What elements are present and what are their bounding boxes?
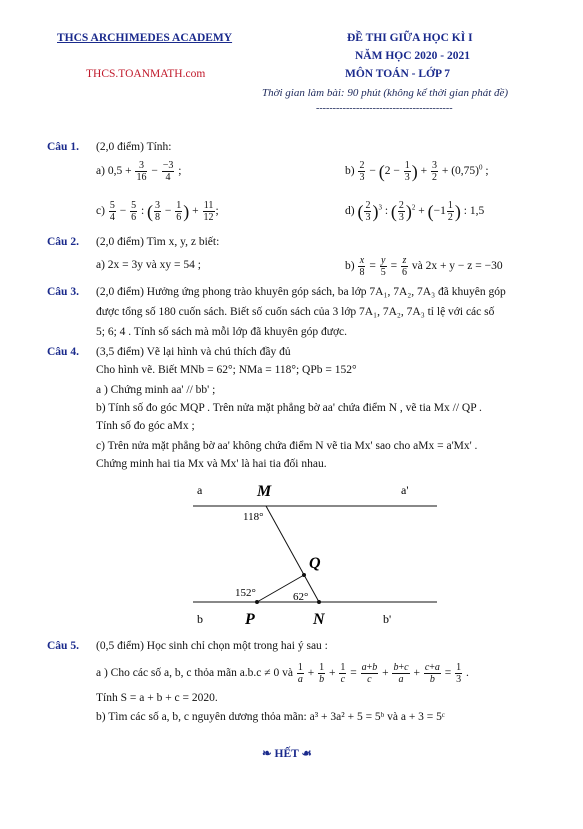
q4-label: Câu 4. [47, 346, 79, 358]
q2-b-suffix: và 2x + y − z = −30 [411, 260, 503, 273]
left-ornament-icon: ❧ [262, 748, 272, 760]
site-name: THCS.TOANMATH.com [86, 68, 206, 80]
q1-b-label: b) [345, 165, 355, 178]
q5-label: Câu 5. [47, 640, 79, 652]
q1-c-label: c) [96, 205, 105, 218]
label-b: b [197, 612, 203, 626]
q1-d-tail: 1,5 [469, 205, 485, 218]
q5-intro: (0,5 điểm) Học sinh chỉ chọn một trong hai ý sau : [96, 640, 328, 652]
q2-b-prefix: b) [345, 260, 355, 273]
q4-line1: (3,5 điểm) Vẽ lại hình và chú thích đầy đủ [96, 346, 291, 358]
q4-line7: Chứng minh hai tia Mx và Mx' là hai tia đối nhau. [96, 458, 327, 470]
q1-b: b) $\frac{2}{3}$ − (2 − $\frac{1}{3}$ ) + $\frac{3}{2}$ + $(0,75)^0$ ; [345, 160, 489, 183]
point-P [255, 600, 259, 604]
q3-line3: 5; 6; 4 . Tính số sách mà mỗi lớp đã khuyên góp được. [96, 326, 348, 338]
label-a-prime: a' [401, 483, 409, 497]
school-name: THCS ARCHIMEDES ACADEMY [57, 32, 233, 44]
exam-time: Thời gian làm bài: 90 phút (không kể thời gian phát đề) [262, 87, 509, 99]
q5-a-prefix: a ) Cho các số a, b, c thỏa mãn a.b.c ≠ 0 và [96, 667, 293, 680]
label-Q: Q [309, 555, 321, 572]
q5-a-line2: Tính S = a + b + c = 2020. [96, 692, 218, 704]
q2-label: Câu 2. [47, 236, 79, 248]
q3-line2: được tổng số 180 cuốn sách. Biết số cuốn sách của 3 lớp 7A₁, 7A₂, 7A₃ tỉ lệ với các số [96, 306, 495, 318]
label-P: P [245, 611, 255, 628]
segment-MN [266, 506, 319, 602]
label-angle-P: 152° [235, 587, 256, 599]
q2-intro: (2,0 điểm) Tìm x, y, z biết: [96, 236, 220, 248]
label-angle-N: 62° [293, 591, 309, 603]
q4-line2: Cho hình vẽ. Biết MNb = 62°; NMa = 118°; QPb = 152° [96, 364, 357, 376]
q2-b: b) $\frac{x}{8}$ = $\frac{y}{5}$ = $\frac{z}{6}$ và 2x + y − z = −30 [345, 255, 503, 278]
exam-title: ĐỀ THI GIỮA HỌC KÌ I [347, 32, 473, 44]
q1-c: c) $\frac{5}{4}$ − $\frac{5}{6}$ : ( $\frac{3}{8}$ − $\frac{1}{6}$ ) + $\frac{11}{12}$ ; [96, 200, 219, 223]
geometry-figure [185, 476, 445, 628]
label-a: a [197, 483, 203, 497]
header-divider: ----------------------------------------- [316, 103, 453, 114]
q1-label: Câu 1. [47, 141, 79, 153]
q3-label: Câu 3. [47, 286, 79, 298]
q4-line4: b) Tính số đo góc MQP . Trên nửa mặt phẳng bờ aa' chứa điểm N , vẽ tia Mx // QP . [96, 402, 482, 414]
end-marker [262, 746, 312, 760]
label-b-prime: b' [383, 612, 392, 626]
label-M: M [257, 483, 272, 500]
q1-d-label: d) [345, 205, 355, 218]
q2-a: a) 2x = 3y và xy = 54 ; [96, 259, 201, 271]
label-N: N [313, 611, 325, 628]
point-N [317, 600, 321, 604]
q4-line6: c) Trên nửa mặt phẳng bờ aa' không chứa điểm N vẽ tia Mx' sao cho aMx = a'Mx' . [96, 440, 478, 452]
q1-intro: (2,0 điểm) Tính: [96, 141, 172, 153]
q5-b: b) Tìm các số a, b, c nguyên dương thỏa mãn: a³ + 3a² + 5 = 5ᵇ và a + 3 = 5ᶜ [96, 711, 445, 723]
right-ornament-icon: ☙ [301, 748, 312, 760]
q1-a-label: a) [96, 165, 105, 178]
label-angle-M: 118° [243, 511, 264, 523]
q4-line3: a ) Chứng minh aa' // bb' ; [96, 384, 216, 396]
q3-line1: (2,0 điểm) Hưởng ứng phong trào khuyên góp sách, ba lớp 7A₁, 7A₂, 7A₃ đã khuyên góp [96, 286, 506, 298]
point-Q [302, 573, 306, 577]
q1-d: d) ( $\frac{2}{3}$ )$^3$ : ( $\frac{2}{3}$ )$^2$ + (−1 $\frac{1}{2}$ ) : 1,5 [345, 200, 485, 223]
q4-line5: Tính số đo góc aMx ; [96, 420, 195, 432]
end-text: HẾT [274, 748, 299, 760]
school-year: NĂM HỌC 2020 - 2021 [355, 50, 470, 62]
subject: MÔN TOÁN - LỚP 7 [345, 68, 450, 80]
q1-a: a) 0,5 + $\frac{3}{16}$ − $\frac{-3}{4}$ ; [96, 160, 182, 183]
q5-a: a ) Cho các số a, b, c thỏa mãn a.b.c ≠ 0 và $\frac{1}{a}$ + $\frac{1}{b}$ + $\frac{1}{c}$ = $\frac{a+b}{c}$ + $\frac{b+c}{a}$ + $\frac{c+a}{b}$ = $\frac{1}{3}$ . [96, 662, 469, 685]
